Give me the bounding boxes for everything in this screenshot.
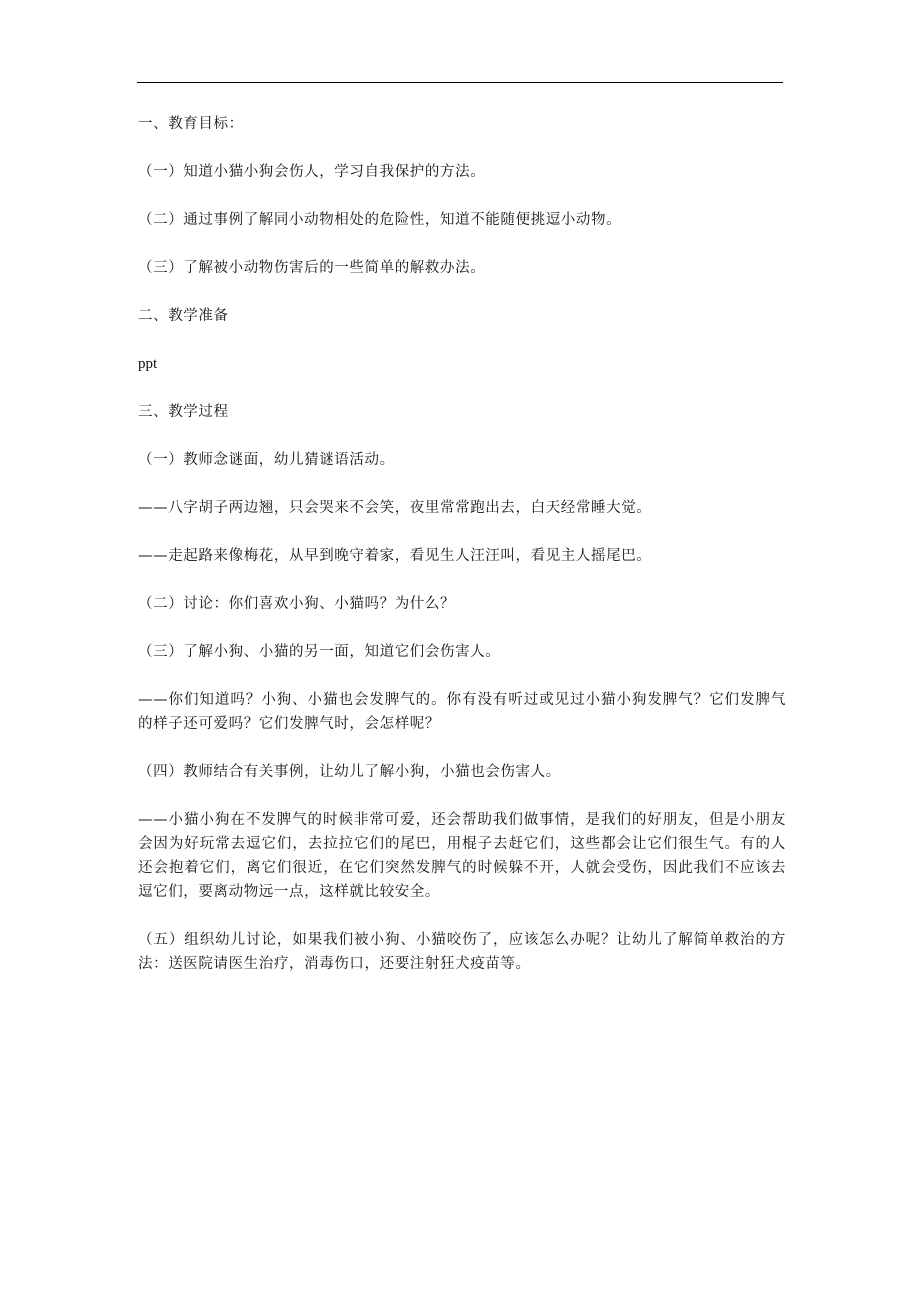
header-rule bbox=[137, 82, 783, 83]
process-step-3: （三）了解小狗、小猫的另一面，知道它们会伤害人。 bbox=[138, 644, 501, 660]
section-heading-process: 三、教学过程 bbox=[138, 404, 229, 420]
riddle-cat: ——八字胡子两边翘，只会哭来不会笑，夜里常常跑出去，白天经常睡大觉。 bbox=[138, 500, 652, 516]
process-step-4: （四）教师结合有关事例，让幼儿了解小狗，小猫也会伤害人。 bbox=[138, 764, 561, 780]
riddle-dog: ——走起路来像梅花，从早到晚守着家，看见生人汪汪叫，看见主人摇尾巴。 bbox=[138, 548, 652, 564]
process-step-4-detail: ——小猫小狗在不发脾气的时候非常可爱，还会帮助我们做事情，是我们的好朋友，但是小朋友会因为好玩常去逗它们，去拉拉它们的尾巴，用棍子去赶它们，这些都会让它们很生气。有的人还会抱着它们，离它们很近，在它们突然发脾气的时候躲不开，人就会受伤，因此我们不应该去逗它们，要离动物远一点，这样就比较安全。 bbox=[138, 812, 786, 900]
process-step-1: （一）教师念谜面，幼儿猜谜语活动。 bbox=[138, 452, 395, 468]
goal-item-3: （三）了解被小动物伤害后的一些简单的解救办法。 bbox=[138, 260, 486, 276]
goal-item-1: （一）知道小猫小狗会伤人，学习自我保护的方法。 bbox=[138, 164, 486, 180]
process-step-3-detail: ——你们知道吗？小狗、小猫也会发脾气的。你有没有听过或见过小猫小狗发脾气？它们发脾气的样子还可爱吗？它们发脾气时，会怎样呢？ bbox=[138, 692, 786, 732]
document-body bbox=[138, 112, 786, 1000]
section-heading-preparation: 二、教学准备 bbox=[138, 308, 229, 324]
goal-item-2: （二）通过事例了解同小动物相处的危险性，知道不能随便挑逗小动物。 bbox=[138, 212, 622, 228]
process-step-5: （五）组织幼儿讨论，如果我们被小狗、小猫咬伤了，应该怎么办呢？让幼儿了解简单救治的方法：送医院请医生治疗，消毒伤口，还要注射狂犬疫苗等。 bbox=[138, 932, 786, 972]
preparation-item: ppt bbox=[138, 356, 158, 372]
section-heading-goals: 一、教育目标： bbox=[138, 116, 244, 132]
process-step-2: （二）讨论：你们喜欢小狗、小猫吗？为什么？ bbox=[138, 596, 456, 612]
